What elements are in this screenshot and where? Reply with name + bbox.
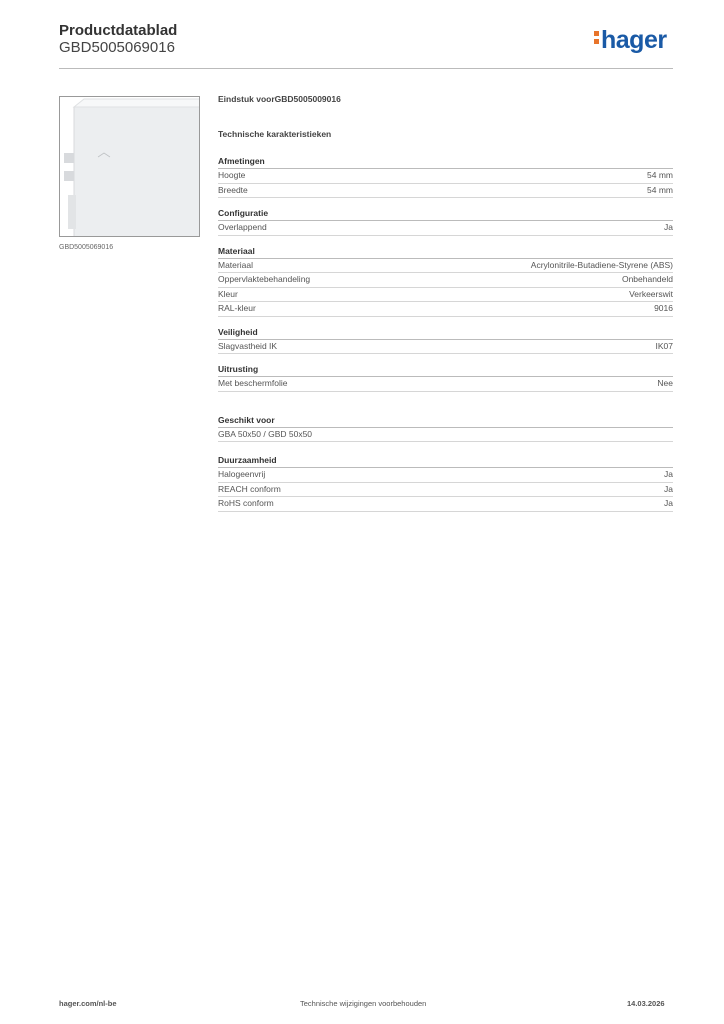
spec-label: RoHS conform	[218, 498, 274, 508]
footer-website-link[interactable]: hager.com/nl-be	[59, 999, 117, 1008]
spec-value: Nee	[657, 378, 673, 388]
image-caption: GBD5005069016	[59, 244, 114, 251]
spec-value: Acrylonitrile-Butadiene-Styrene (ABS)	[530, 259, 673, 270]
spec-label: REACH conform	[218, 483, 281, 494]
spec-row	[218, 169, 673, 184]
spec-row	[218, 302, 673, 317]
spec-label: Halogeenvrij	[218, 469, 266, 479]
group-heading: Duurzaamheid	[218, 454, 673, 468]
group-safety	[218, 326, 673, 355]
group-heading: Geschikt voor	[218, 414, 673, 428]
group-heading: Configuratie	[218, 207, 673, 221]
spec-row	[218, 428, 673, 443]
section-technical-characteristics: Technische karakteristieken	[218, 129, 332, 139]
spec-label: GBA 50x50 / GBD 50x50	[218, 428, 313, 439]
spec-row	[218, 497, 673, 512]
spec-row	[218, 340, 673, 355]
group-suitable-for	[218, 414, 673, 443]
group-heading: Materiaal	[218, 245, 673, 259]
product-image	[59, 96, 200, 237]
end-cap-illustration	[60, 97, 200, 237]
spec-label: Slagvastheid IK	[218, 340, 278, 351]
spec-label: Overlappend	[218, 222, 267, 232]
spec-value: IK07	[655, 340, 673, 351]
spec-label: Oppervlaktebehandeling	[218, 274, 311, 284]
group-dimensions	[218, 155, 673, 198]
header-divider	[59, 68, 673, 69]
spec-row	[218, 221, 673, 236]
spec-value: 9016	[654, 303, 673, 313]
spec-value: Verkeerswit	[629, 288, 673, 299]
spec-label: Met beschermfolie	[218, 378, 288, 388]
logo-text: hager	[601, 26, 667, 54]
product-name: Eindstuk voorGBD5005009016	[218, 94, 341, 104]
spec-row	[218, 288, 673, 303]
header-title: Productdatablad	[59, 22, 178, 39]
spec-label: Breedte	[218, 184, 248, 195]
group-configuration	[218, 207, 673, 236]
spec-row	[218, 273, 673, 288]
spec-value: Ja	[664, 469, 673, 479]
spec-value: 54 mm	[647, 170, 673, 180]
group-sustainability	[218, 454, 673, 512]
footer-date: 14.03.2026	[627, 999, 665, 1008]
spec-value: Onbehandeld	[621, 274, 673, 284]
spec-row	[218, 468, 673, 483]
spec-value: Ja	[664, 222, 673, 232]
spec-value: 54 mm	[647, 184, 673, 195]
spec-row	[218, 483, 673, 498]
spec-row	[218, 184, 673, 199]
group-material	[218, 245, 673, 317]
header-product-code: GBD5005069016	[59, 39, 175, 56]
spec-label: Kleur	[218, 288, 238, 299]
group-heading: Afmetingen	[218, 155, 673, 169]
spec-row	[218, 259, 673, 274]
spec-label: Materiaal	[218, 259, 253, 270]
group-heading: Uitrusting	[218, 363, 673, 377]
spec-value: Ja	[664, 483, 673, 494]
hager-logo[interactable]	[594, 26, 667, 55]
spec-value: Ja	[664, 498, 673, 508]
spec-label: RAL-kleur	[218, 303, 256, 313]
spec-label: Hoogte	[218, 170, 246, 180]
footer-disclaimer: Technische wijzigingen voorbehouden	[300, 999, 427, 1008]
spec-row	[218, 377, 673, 392]
logo-dots-icon	[594, 28, 599, 47]
group-heading: Veiligheid	[218, 326, 673, 340]
spec-sheet	[218, 94, 673, 512]
group-equipment	[218, 363, 673, 392]
